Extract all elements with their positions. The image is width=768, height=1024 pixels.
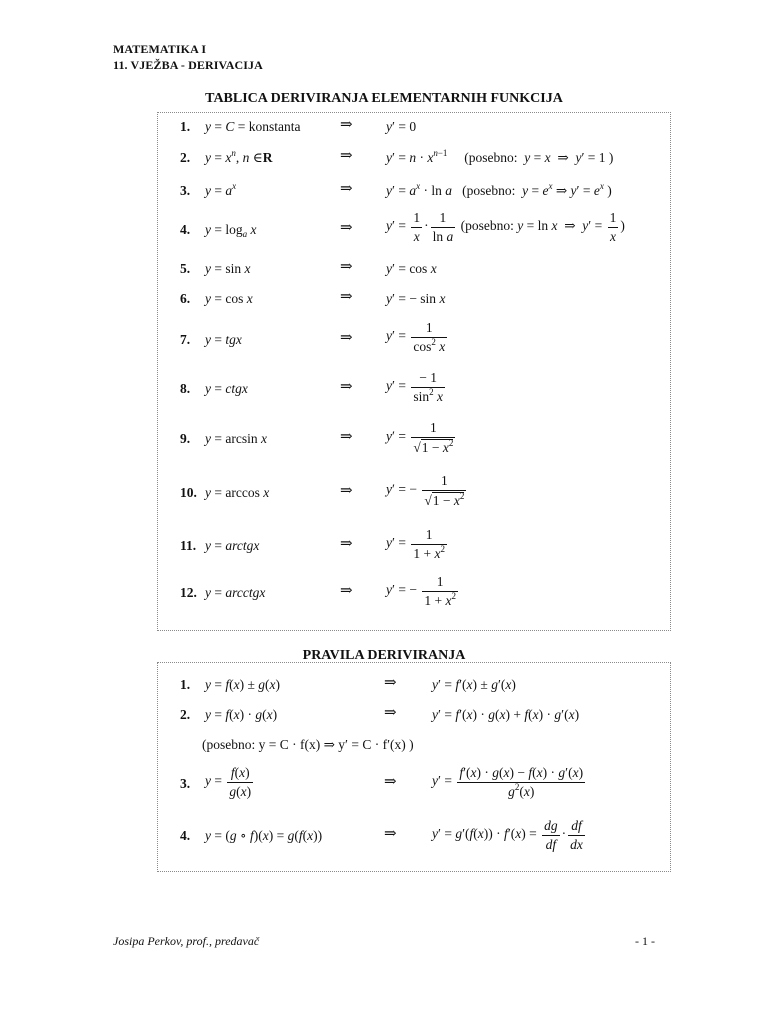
row-number: 6.	[180, 291, 191, 306]
implies-arrow: ⇒	[340, 181, 353, 197]
page-number: - 1 -	[635, 934, 655, 948]
footer-author: Josipa Perkov, prof., predavač	[113, 934, 260, 948]
function: y = cos x	[205, 291, 253, 306]
row-number: 5.	[180, 261, 191, 276]
implies-arrow: ⇒	[340, 583, 353, 599]
rule-number: 3.	[180, 776, 191, 791]
function: y = arccos x	[205, 485, 270, 500]
implies-arrow: ⇒	[340, 148, 353, 164]
row-number: 11.	[180, 538, 197, 553]
implies-arrow: ⇒	[340, 483, 353, 499]
rule-number: 2.	[180, 707, 191, 722]
function: y = arctgx	[205, 538, 260, 553]
rule-function: y = (g ∘ f)(x) = g(f(x))	[205, 828, 323, 843]
rule-derivative: y′ = g′(f(x)) · f′(x) = $\frac{dg}{df}$ · $\frac{df}{dx}$	[432, 818, 583, 852]
row-number: 8.	[180, 381, 191, 396]
rule-function: y = f(x) ± g(x)	[205, 677, 281, 692]
function: y = sin x	[205, 261, 251, 276]
rule-number: 4.	[180, 828, 191, 843]
rule2-note: (posebno: y = C · f(x) ⇒ y′ = C · f′(x) )	[202, 737, 414, 752]
function: y = tgx	[205, 332, 242, 347]
row-number: 9.	[180, 431, 191, 446]
derivative: y′ = $\frac{1}{x}$ · $\frac{1}{\text{ln a}}$ (posebno: y = ln x ⇒ y′ = $\frac{1}{x}$ )	[386, 210, 625, 244]
implies-arrow: ⇒	[340, 117, 353, 133]
implies-arrow: ⇒	[340, 330, 353, 346]
header-course: MATEMATIKA I	[113, 42, 207, 56]
rule-derivative: y′ = f′(x) ± g′(x)	[432, 677, 516, 692]
row-number: 3.	[180, 183, 191, 198]
implies-arrow: ⇒	[340, 289, 353, 305]
implies-arrow: ⇒	[340, 429, 353, 445]
derivative: $y' = n \cdot x^{n-1}$ (posebno: y = x ⇒ y′ = 1 )	[386, 148, 614, 165]
function: y = arcsin x	[205, 431, 267, 446]
implies-arrow: ⇒	[384, 826, 397, 842]
implies-arrow: ⇒	[384, 774, 397, 790]
implies-arrow: ⇒	[384, 705, 397, 721]
derivative: y′ = − $\frac{1}{√1 - x^2}$	[386, 473, 465, 508]
row-number: 10.	[180, 485, 197, 500]
implies-arrow: ⇒	[340, 259, 353, 275]
derivative: y′ = $\frac{1}{\cos^2 x}$	[386, 320, 446, 354]
derivative: y′ = $\frac{1}{1 + x^2}$	[386, 527, 445, 561]
rule-number: 1.	[180, 677, 191, 692]
implies-arrow: ⇒	[340, 379, 353, 395]
table-title: TABLICA DERIVIRANJA ELEMENTARNIH FUNKCIJA	[205, 91, 563, 106]
rule-function: y = f(x) · g(x)	[205, 707, 278, 722]
rules-title: PRAVILA DERIVIRANJA	[302, 648, 466, 663]
implies-arrow: ⇒	[384, 675, 397, 691]
function: $y = \log_a x$	[205, 222, 257, 239]
derivative: y′ = − sin x	[386, 291, 446, 306]
row-number: 2.	[180, 150, 191, 165]
implies-arrow: ⇒	[340, 536, 353, 552]
row-number: 1.	[180, 119, 191, 134]
rule-derivative: y′ = f′(x) · g(x) + f(x) · g′(x)	[432, 707, 580, 722]
derivative: y′ = 0	[386, 119, 417, 134]
header-exercise: 11. VJEŽBA - DERIVACIJA	[113, 58, 263, 72]
implies-arrow: ⇒	[340, 220, 353, 236]
function: y = C = konstanta	[205, 119, 301, 134]
function: y = ctgx	[205, 381, 248, 396]
derivative: y′ = $\frac{1}{√1 - x^2}$	[386, 420, 454, 455]
derivative: y′ = − $\frac{1}{1 + x^2}$	[386, 574, 456, 608]
row-number: 4.	[180, 222, 191, 237]
function: $y = x^n$, n ∈R	[205, 148, 273, 165]
row-number: 7.	[180, 332, 191, 347]
function: y = arcctgx	[205, 585, 266, 600]
rule-function: y = $\frac{f(x)}{g(x)}$	[205, 765, 252, 799]
rule-derivative: y′ = $\frac{f'(x) \cdot g(x) - f(x) \cdot g'(x)}{g^2(x)}$	[432, 765, 584, 799]
derivative: y′ = cos x	[386, 261, 437, 276]
function: $y = a^x$	[205, 181, 237, 198]
derivative: $y' = a^x \cdot \ln a$ (posebno: $y = e^x$ ⇒ $y' = e^x$ )	[386, 181, 612, 198]
row-number: 12.	[180, 585, 197, 600]
derivative: y′ = $\frac{- 1}{\sin^2 x}$	[386, 370, 443, 404]
